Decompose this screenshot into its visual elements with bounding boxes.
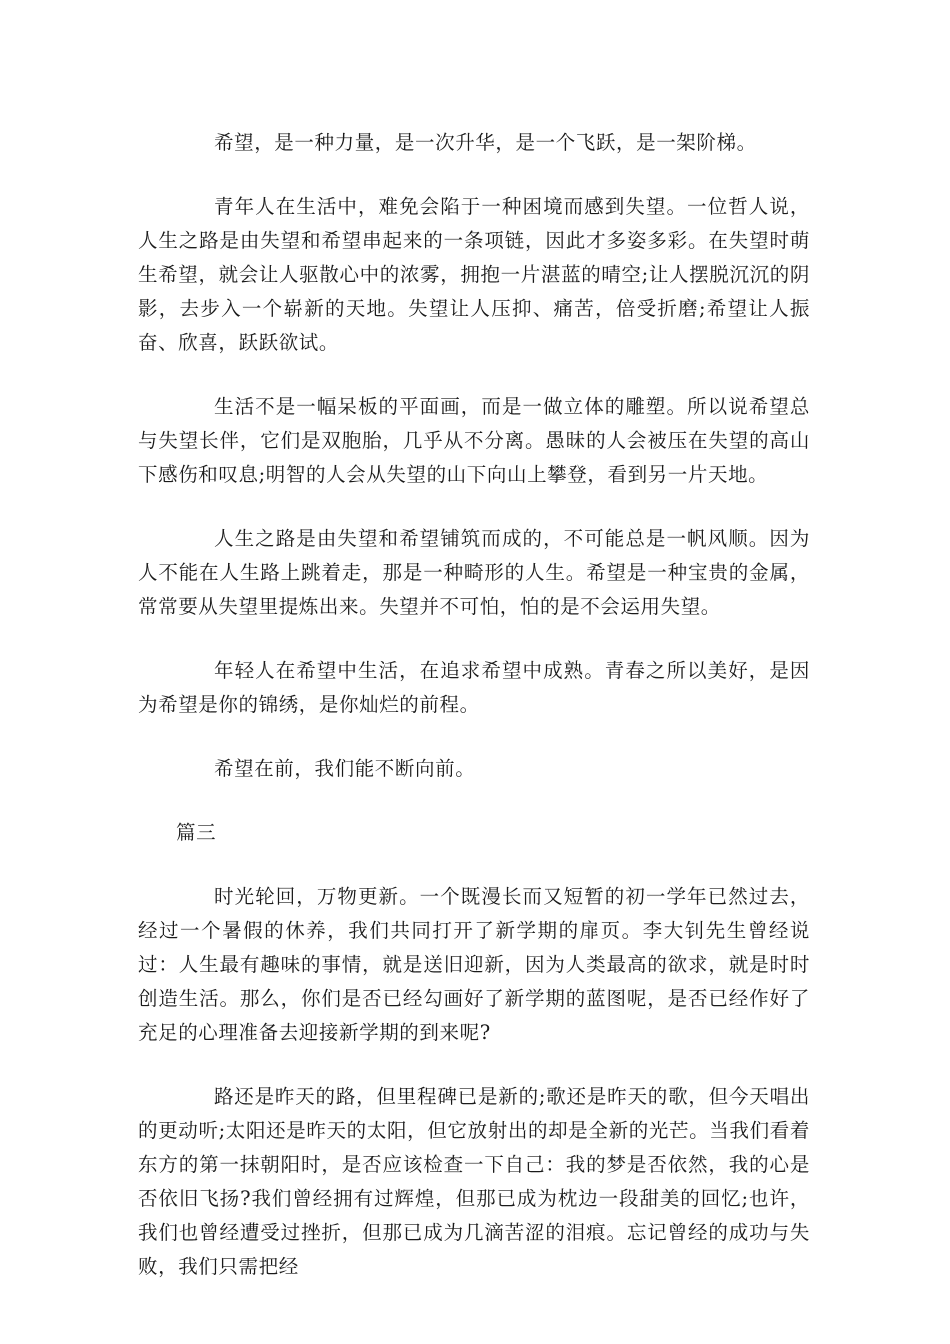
paragraph-gap bbox=[138, 624, 810, 654]
paragraph-gap bbox=[138, 850, 810, 880]
paragraph-gap bbox=[138, 786, 810, 816]
document-page bbox=[138, 126, 810, 1284]
paragraph: 时光轮回，万物更新。一个既漫长而又短暂的初一学年已然过去，经过一个暑假的休养，我们共同打开了新学期的扉页。李大钊先生曾经说过：人生最有趣味的事情，就是送旧迎新，因为人类最高的欲求，就是时时创造生活。那么，你们是否已经勾画好了新学期的蓝图呢，是否已经作好了充足的心理准备去迎接新学期的到来呢? bbox=[138, 885, 810, 1044]
paragraph: 希望，是一种力量，是一次升华，是一个飞跃，是一架阶梯。 bbox=[214, 131, 757, 154]
paragraph-gap bbox=[138, 1050, 810, 1080]
paragraph: 希望在前，我们能不断向前。 bbox=[214, 757, 476, 780]
section-heading: 篇三 bbox=[176, 821, 217, 844]
paragraph: 青年人在生活中，难免会陷于一种困境而感到失望。一位哲人说，人生之路是由失望和希望串起来的一条项链，因此才多姿多彩。在失望时萌生希望，就会让人驱散心中的浓雾，拥抱一片湛蓝的晴空;让人摆脱沉沉的阴影，去步入一个崭新的天地。失望让人压抑、痛苦，倍受折磨;希望让人振奋、欣喜，跃跃欲试。 bbox=[138, 195, 810, 354]
paragraph-gap bbox=[138, 492, 810, 522]
paragraph: 生活不是一幅呆板的平面画，而是一做立体的雕塑。所以说希望总与失望长伴，它们是双胞胎，几乎从不分离。愚昧的人会被压在失望的高山下感伤和叹息;明智的人会从失望的山下向山上攀登，看到另一片天地。 bbox=[138, 395, 810, 486]
paragraph: 年轻人在希望中生活，在追求希望中成熟。青春之所以美好，是因为希望是你的锦绣，是你灿烂的前程。 bbox=[138, 659, 810, 716]
paragraph: 人生之路是由失望和希望铺筑而成的，不可能总是一帆风顺。因为人不能在人生路上跳着走，那是一种畸形的人生。希望是一种宝贵的金属，常常要从失望里提炼出来。失望并不可怕，怕的是不会运用失望。 bbox=[138, 527, 810, 618]
paragraph-gap bbox=[138, 722, 810, 752]
paragraph-gap bbox=[138, 160, 810, 190]
paragraph: 路还是昨天的路，但里程碑已是新的;歌还是昨天的歌，但今天唱出的更动听;太阳还是昨天的太阳，但它放射出的却是全新的光芒。当我们看着东方的第一抹朝阳时，是否应该检查一下自己：我的梦是否依然，我的心是否依旧飞扬?我们曾经拥有过辉煌，但那已成为枕边一段甜美的回忆;也许，我们也曾经遭受过挫折，但那已成为几滴苦涩的泪痕。忘记曾经的成功与失败，我们只需把经 bbox=[138, 1085, 810, 1278]
paragraph-gap bbox=[138, 360, 810, 390]
